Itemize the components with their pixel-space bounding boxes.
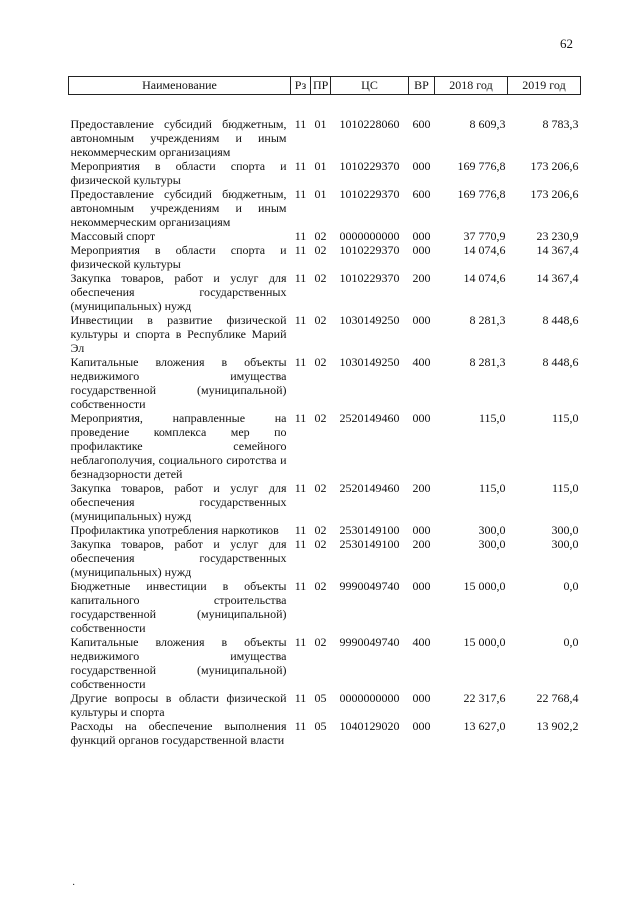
cell-cs: 1030149250 [339,313,400,327]
cell-y2018: 14 074,6 [463,243,506,257]
cell-vr: 600 [412,187,431,201]
cell-y2018: 169 776,8 [457,159,506,173]
cell-pr: 05 [314,719,327,733]
cell-vr: 000 [412,313,431,327]
cell-rz: 11 [294,579,307,593]
table-row [69,537,581,579]
cell-pr: 05 [314,691,327,705]
header-2018: 2018 год [435,77,508,95]
cell-cs: 0000000000 [339,691,400,705]
cell-cs: 9990049740 [339,635,400,649]
cell-cs: 1010229370 [339,243,400,257]
cell-y2018: 13 627,0 [463,719,506,733]
cell-pr: 02 [314,243,327,257]
cell-pr: 02 [314,537,327,551]
cell-name: Закупка товаров, работ и услуг для обеспечения государственных (муниципальных) нужд [70,481,287,523]
cell-rz: 11 [294,691,307,705]
cell-name: Капитальные вложения в объекты недвижимого имущества государственной (муниципальной) собственности [70,635,287,691]
cell-cs: 1010228060 [339,117,400,131]
cell-y2019: 13 902,2 [536,719,579,733]
cell-name: Инвестиции в развитие физической культуры и спорта в Республике Марий Эл [70,313,287,355]
cell-vr: 200 [412,481,431,495]
table-header-row [69,77,581,95]
cell-rz: 11 [294,159,307,173]
cell-name: Мероприятия в области спорта и физической культуры [70,159,287,187]
cell-cs: 2520149460 [339,481,400,495]
cell-name: Закупка товаров, работ и услуг для обеспечения государственных (муниципальных) нужд [70,537,287,579]
table-row [69,95,581,160]
cell-rz: 11 [294,355,307,369]
cell-y2018: 14 074,6 [463,271,506,285]
table-row [69,579,581,635]
header-vr: ВР [409,77,435,95]
header-cs: ЦС [331,77,409,95]
cell-y2018: 22 317,6 [463,691,506,705]
cell-pr: 02 [314,579,327,593]
cell-y2019: 8 783,3 [542,117,579,131]
cell-y2018: 115,0 [478,481,506,495]
cell-y2019: 173 206,6 [530,187,579,201]
cell-cs: 1040129020 [339,719,400,733]
cell-rz: 11 [294,523,307,537]
cell-y2019: 300,0 [551,537,579,551]
cell-cs: 2520149460 [339,411,400,425]
cell-pr: 01 [314,187,327,201]
cell-cs: 1010229370 [339,187,400,201]
cell-vr: 000 [412,229,431,243]
cell-cs: 1010229370 [339,271,400,285]
table-row [69,635,581,691]
cell-y2018: 115,0 [478,411,506,425]
cell-y2019: 173 206,6 [530,159,579,173]
cell-y2018: 8 281,3 [469,313,506,327]
cell-vr: 000 [412,411,431,425]
cell-y2018: 300,0 [478,537,506,551]
table-row [69,187,581,229]
cell-vr: 600 [412,117,431,131]
table-row [69,355,581,411]
cell-cs: 1010229370 [339,159,400,173]
cell-cs: 9990049740 [339,579,400,593]
cell-y2019: 8 448,6 [542,355,579,369]
cell-cs: 1030149250 [339,355,400,369]
table-row [69,691,581,719]
cell-name: Капитальные вложения в объекты недвижимого имущества государственной (муниципальной) собственности [70,355,287,411]
cell-y2019: 8 448,6 [542,313,579,327]
cell-name: Мероприятия в области спорта и физической культуры [70,243,287,271]
cell-vr: 000 [412,691,431,705]
page-number: 62 [560,36,573,51]
cell-pr: 02 [314,355,327,369]
header-pr: ПР [311,77,331,95]
cell-pr: 02 [314,271,327,285]
table-body [69,95,581,748]
cell-name: Закупка товаров, работ и услуг для обеспечения государственных (муниципальных) нужд [70,271,287,313]
header-name: Наименование [69,77,291,95]
budget-table [68,76,581,747]
table-row [69,481,581,523]
cell-vr: 000 [412,719,431,733]
cell-vr: 400 [412,355,431,369]
cell-vr: 200 [412,537,431,551]
cell-name: Расходы на обеспечение выполнения функций органов государственной власти [70,719,287,747]
cell-pr: 01 [314,159,327,173]
header-rz: Рз [291,77,311,95]
table-row [69,719,581,747]
table-row [69,229,581,243]
cell-name: Другие вопросы в области физической культуры и спорта [70,691,287,719]
cell-pr: 02 [314,523,327,537]
cell-y2018: 15 000,0 [463,635,506,649]
cell-cs: 2530149100 [339,537,400,551]
cell-rz: 11 [294,117,307,131]
cell-vr: 000 [412,579,431,593]
cell-rz: 11 [294,481,307,495]
cell-rz: 11 [294,187,307,201]
table-row [69,313,581,355]
cell-vr: 000 [412,243,431,257]
cell-name: Предоставление субсидий бюджетным, автономным учреждениям и иным некоммерческим организациям [70,117,287,159]
cell-rz: 11 [294,313,307,327]
cell-pr: 02 [314,481,327,495]
cell-rz: 11 [294,271,307,285]
cell-name: Мероприятия, направленные на проведение комплекса мер по профилактике семейного неблагополучия, социального сиротства и безнадзорности детей [70,411,287,481]
cell-y2019: 115,0 [551,481,579,495]
cell-y2018: 300,0 [478,523,506,537]
cell-y2019: 14 367,4 [536,243,579,257]
cell-y2019: 14 367,4 [536,271,579,285]
cell-y2019: 115,0 [551,411,579,425]
cell-rz: 11 [294,537,307,551]
cell-rz: 11 [294,229,307,243]
table-row [69,159,581,187]
cell-name: Массовый спорт [70,229,156,243]
cell-rz: 11 [294,243,307,257]
cell-cs: 0000000000 [339,229,400,243]
cell-cs: 2530149100 [339,523,400,537]
cell-name: Бюджетные инвестиции в объекты капитального строительства государственной (муниципальной) собственности [70,579,287,635]
cell-rz: 11 [294,635,307,649]
cell-rz: 11 [294,719,307,733]
cell-pr: 02 [314,411,327,425]
cell-name: Предоставление субсидий бюджетным, автономным учреждениям и иным некоммерческим организациям [70,187,287,229]
cell-y2018: 169 776,8 [457,187,506,201]
cell-y2019: 0,0 [563,635,579,649]
cell-pr: 02 [314,635,327,649]
cell-vr: 000 [412,523,431,537]
cell-pr: 02 [314,313,327,327]
cell-pr: 01 [314,117,327,131]
cell-y2018: 37 770,9 [463,229,506,243]
cell-pr: 02 [314,229,327,243]
cell-y2019: 23 230,9 [536,229,579,243]
cell-vr: 200 [412,271,431,285]
header-2019: 2019 год [508,77,581,95]
cell-vr: 400 [412,635,431,649]
cell-y2019: 22 768,4 [536,691,579,705]
table-row [69,243,581,271]
table-row [69,411,581,481]
cell-y2019: 0,0 [563,579,579,593]
cell-y2018: 8 609,3 [469,117,506,131]
cell-y2018: 8 281,3 [469,355,506,369]
cell-vr: 000 [412,159,431,173]
cell-y2019: 300,0 [551,523,579,537]
cell-rz: 11 [294,411,307,425]
cell-name: Профилактика употребления наркотиков [70,523,279,537]
cell-y2018: 15 000,0 [463,579,506,593]
table-row [69,523,581,537]
scan-mark: · [72,880,76,891]
table-row [69,271,581,313]
